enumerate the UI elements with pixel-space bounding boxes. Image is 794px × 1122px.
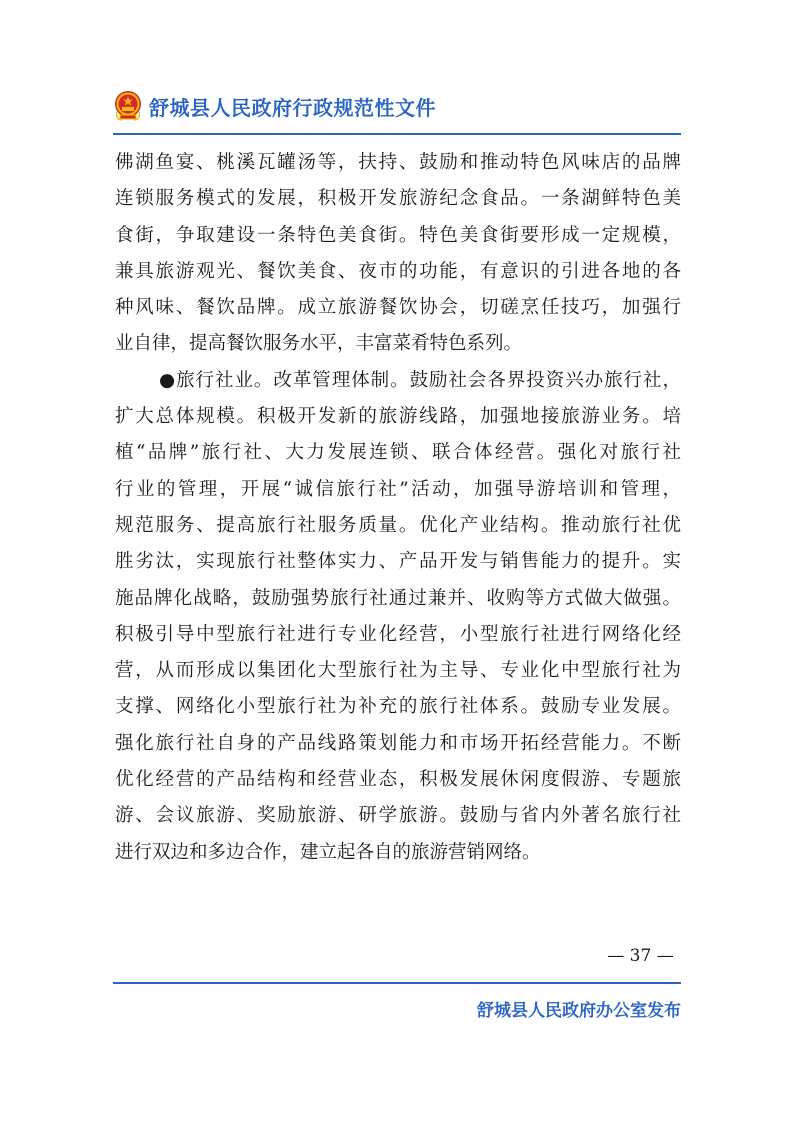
body-line-paragraph-start: ●旅行社业。改革管理体制。鼓励社会各界投资兴办旅行社， bbox=[159, 369, 681, 391]
body-line: 行业的管理，开展“诚信旅行社”活动，加强导游培训和管理， bbox=[115, 478, 681, 500]
body-line: 规范服务、提高旅行社服务质量。优化产业结构。推动旅行社优 bbox=[115, 514, 681, 536]
body-line: 佛湖鱼宴、桃溪瓦罐汤等，扶持、鼓励和推动特色风味店的品牌 bbox=[115, 152, 681, 173]
body-line: 胜劣汰，实现旅行社整体实力、产品开发与销售能力的提升。实 bbox=[115, 551, 681, 573]
body-line: 积极引导中型旅行社进行专业化经营，小型旅行社进行网络化经 bbox=[115, 623, 681, 645]
body-line: 连锁服务模式的发展，积极开发旅游纪念食品。一条湖鲜特色美 bbox=[115, 188, 681, 210]
body-line: 施品牌化战略，鼓励强势旅行社通过兼并、收购等方式做大做强。 bbox=[115, 587, 681, 609]
footer-divider bbox=[113, 982, 681, 984]
publisher-footer: 舒城县人民政府办公室发布 bbox=[477, 1001, 681, 1021]
body-line: 强化旅行社自身的产品线路策划能力和市场开拓经营能力。不断 bbox=[115, 732, 681, 754]
body-line: 兼具旅游观光、餐饮美食、夜市的功能，有意识的引进各地的各 bbox=[115, 260, 681, 282]
body-line: 扩大总体规模。积极开发新的旅游线路，加强地接旅游业务。培 bbox=[115, 406, 681, 428]
header-divider bbox=[113, 133, 681, 135]
body-line: 种风味、餐饮品牌。成立旅游餐饮协会，切磋烹任技巧，加强行 bbox=[115, 297, 681, 319]
body-line: 业自律，提高餐饮服务水平，丰富菜肴特色系列。 bbox=[115, 333, 523, 355]
document-header bbox=[113, 88, 436, 124]
document-series-title: 舒城县人民政府行政规范性文件 bbox=[149, 95, 436, 120]
body-line: 植“品牌”旅行社、大力发展连锁、联合体经营。强化对旅行社 bbox=[115, 442, 681, 464]
national-emblem-icon bbox=[113, 90, 143, 122]
body-line: 进行双边和多边合作，建立起各自的旅游营销网络。 bbox=[115, 841, 541, 863]
page-number: — 37 — bbox=[607, 946, 674, 966]
body-line: 优化经营的产品结构和经营业态，积极发展休闲度假游、专题旅 bbox=[115, 769, 681, 791]
body-line: 游、会议旅游、奖励旅游、研学旅游。鼓励与省内外著名旅行社 bbox=[115, 805, 681, 827]
body-line: 支撑、网络化小型旅行社为补充的旅行社体系。鼓励专业发展。 bbox=[115, 696, 681, 718]
document-body bbox=[115, 145, 681, 871]
body-line: 食街，争取建设一条特色美食街。特色美食街要形成一定规模， bbox=[115, 224, 681, 246]
body-line: 营，从而形成以集团化大型旅行社为主导、专业化中型旅行社为 bbox=[115, 660, 681, 682]
